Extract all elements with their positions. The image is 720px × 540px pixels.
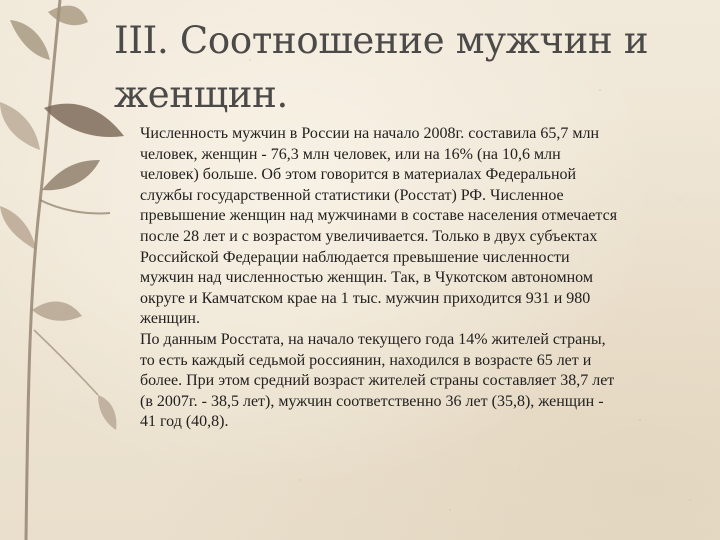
leaf (48, 6, 88, 26)
branch-stem (26, 0, 60, 540)
branch-twig (34, 330, 98, 395)
body-paragraph: По данным Росстата, на начало текущего года 14% жителей страны, то есть каждый седьмой россиянин, находился в возрасте 65 лет и более. При этом средний возраст жителей страны составляет 38,7 лет (в 2007г. - 38,5 лет), мужчин соответственно 36 лет (35,8), женщин - 41 год (40,8). (140, 330, 615, 431)
leaf (42, 160, 100, 190)
branch-twig (40, 200, 110, 213)
leaf (0, 102, 40, 150)
slide-body (140, 124, 622, 433)
leaf (98, 395, 116, 430)
slide-title: III. Соотношение мужчин и женщин. (114, 19, 649, 116)
body-paragraph: Численность мужчин в России на начало 2008г. составила 65,7 млн человек, женщин - 76,3 млн человек, или на 16% (на 10,6 млн человек) больше. Об этом говорится в материалах Федеральной службы государственной статистики (Росстат) РФ. Численное превышение женщин над мужчинами в составе населения отмечается после 28 лет и с возрастом увеличивается. Только в двух субъектах Российской Федерации наблюдается превышение численности мужчин над численностью женщин. Так, в Чукотском автономном округе и Камчатском крае на 1 тыс. мужчин приходится 931 и 980 женщин. (140, 125, 618, 328)
leaf (0, 206, 36, 250)
leaf (10, 20, 50, 60)
leaf (32, 301, 82, 320)
leaf (44, 104, 124, 137)
